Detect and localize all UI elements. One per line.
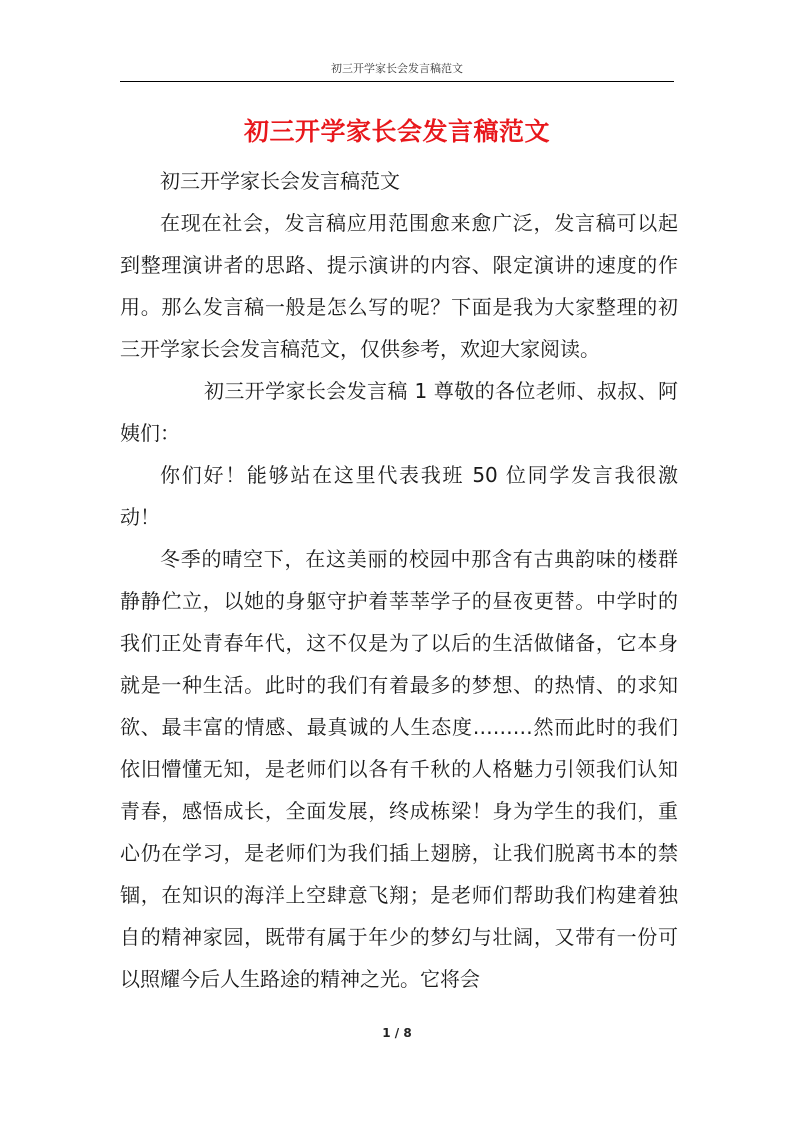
document-title: 初三开学家长会发言稿范文	[243, 117, 550, 146]
running-header: 初三开学家长会发言稿范文	[331, 62, 463, 75]
greeting-paragraph: 你们好！能够站在这里代表我班 50 位同学发言我很激动！	[120, 463, 678, 529]
document-body	[120, 160, 678, 1000]
page-number: 1 / 8	[382, 1026, 412, 1040]
subtitle-paragraph: 初三开学家长会发言稿范文	[160, 169, 400, 193]
speech-heading-paragraph: 初三开学家长会发言稿 1 尊敬的各位老师、叔叔、阿姨们：	[120, 379, 678, 445]
intro-paragraph: 在现在社会，发言稿应用范围愈来愈广泛，发言稿可以起到整理演讲者的思路、提示演讲的内容、限定演讲的速度的作用。那么发言稿一般是怎么写的呢？下面是我为大家整理的初三开学家长会发言稿范文，仅供参考，欢迎大家阅读。	[120, 211, 678, 361]
body-paragraph: 冬季的晴空下，在这美丽的校园中那含有古典韵味的楼群静静伫立，以她的身躯守护着莘莘学子的昼夜更替。中学时的我们正处青春年代，这不仅是为了以后的生活做储备，它本身就是一种生活。此时的我们有着最多的梦想、的热情、的求知欲、最丰富的情感、最真诚的人生态度………然而此时的我们依旧懵懂无知，是老师们以各有千秋的人格魅力引领我们认知青春，感悟成长，全面发展，终成栋梁！身为学生的我们，重心仍在学习，是老师们为我们插上翅膀，让我们脱离书本的禁锢，在知识的海洋上空肆意飞翔；是老师们帮助我们构建着独自的精神家园，既带有属于年少的梦幻与壮阔，又带有一份可以照耀今后人生路途的精神之光。它将会	[120, 547, 678, 991]
header-divider	[120, 81, 674, 82]
